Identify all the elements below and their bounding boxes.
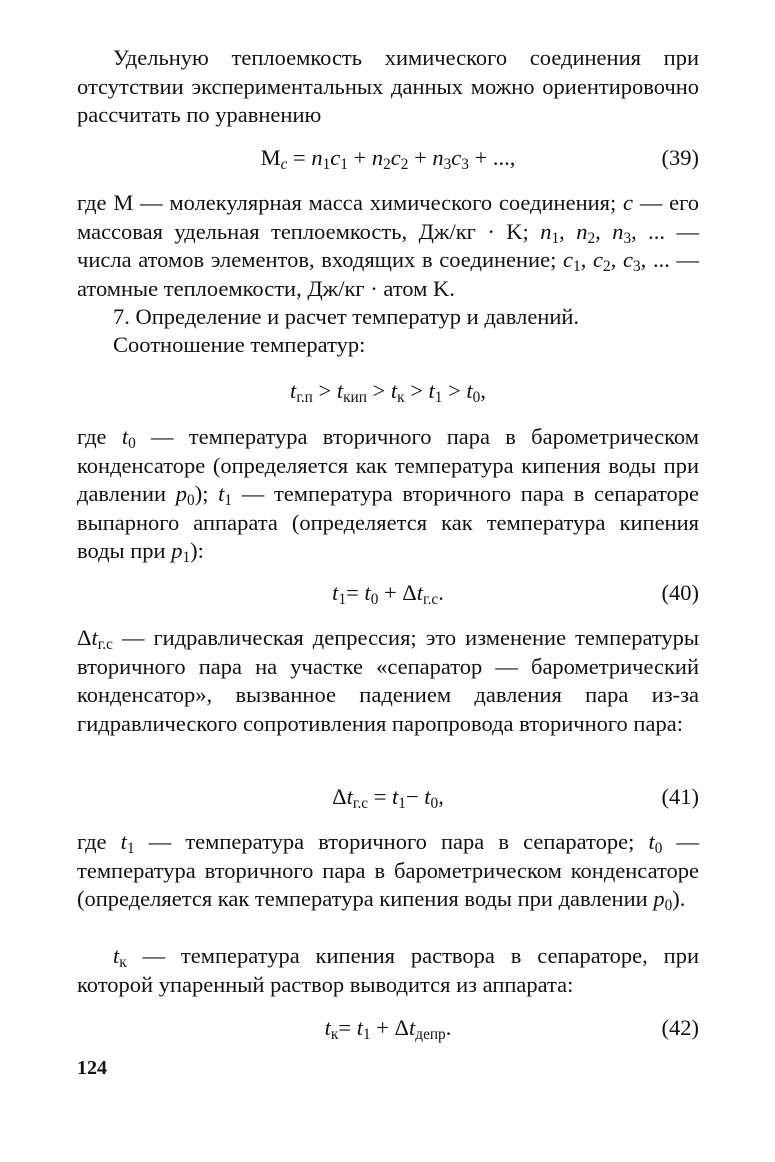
paragraph-tk: $t_к$ — температура кипения раствора в сепараторе, при которой упаренный раствор выводится из аппарата: xyxy=(77,943,699,997)
equation-39-number: (39) xyxy=(661,145,699,170)
equation-40-formula: $t_1= t_0 + \Delta t_{г.с}$. xyxy=(332,580,444,608)
equation-40 xyxy=(77,578,699,608)
paragraph-intro: Удельную теплоемкость химического соединения при отсутствии экспериментальных данных можно ориентировочно рассчитать по уравнению xyxy=(77,45,699,127)
equation-39 xyxy=(77,143,699,173)
equation-39-formula: $M_c = n_1c_1 + n_2c_2 + n_3c_3$ + ..., xyxy=(260,145,516,173)
equation-42-number: (42) xyxy=(661,1015,699,1040)
paragraph-delta: $\Delta t_{г.с}$ — гидравлическая депрессия; это изменение температуры вторичного пара на участке «сепаратор — барометрический конденсатор», вызванное падением давления пара из-за гидравлического сопротивления паропровода вторичного пара: xyxy=(77,625,699,736)
paragraph-ratio: Соотношение температур: xyxy=(113,332,366,357)
equation-41-number: (41) xyxy=(661,784,699,809)
temperature-inequality xyxy=(77,376,699,406)
paragraph-where-t0: где $t_0$ — температура вторичного пара в барометрическом конденсаторе (определяется как температура кипения воды при давлении $p_0$); $t_1$ — температура вторичного пара в сепараторе выпарного аппарата (определяется как температура кипения воды при $p_1$): xyxy=(77,424,699,566)
equation-41 xyxy=(77,782,699,812)
equation-41-formula: $\Delta t_{г.с} = t_1- t_0$, xyxy=(332,784,444,812)
inequality-formula: $t_{г.п} > t_{кип} > t_к > t_1 > t_0$, xyxy=(290,378,486,406)
equation-40-number: (40) xyxy=(661,580,699,605)
section-heading: 7. Определение и расчет температур и давлений. xyxy=(113,304,580,329)
equation-42 xyxy=(77,1013,699,1043)
page-number: 124 xyxy=(77,1057,107,1079)
paragraph-where-t1: где $t_1$ — температура вторичного пара в сепараторе; $t_0$ — температура вторичного пара в барометрическом конденсаторе (определяется как температура кипения воды при давлении $p_0$). xyxy=(77,829,699,914)
equation-42-formula: $t_к= t_1 + \Delta t_{депр}$. xyxy=(324,1015,452,1043)
paragraph-where-39: где M — молекулярная масса химического соединения; c — его массовая удельная теплоемкость, Дж/кг · K; $n_1$, $n_2$, $n_3$, ... — числа атомов элементов, входящих в соединение; $c_1$, $c_2$, $c_3$, ... — атомные теплоемкости, Дж/кг · атом K. xyxy=(77,190,700,301)
